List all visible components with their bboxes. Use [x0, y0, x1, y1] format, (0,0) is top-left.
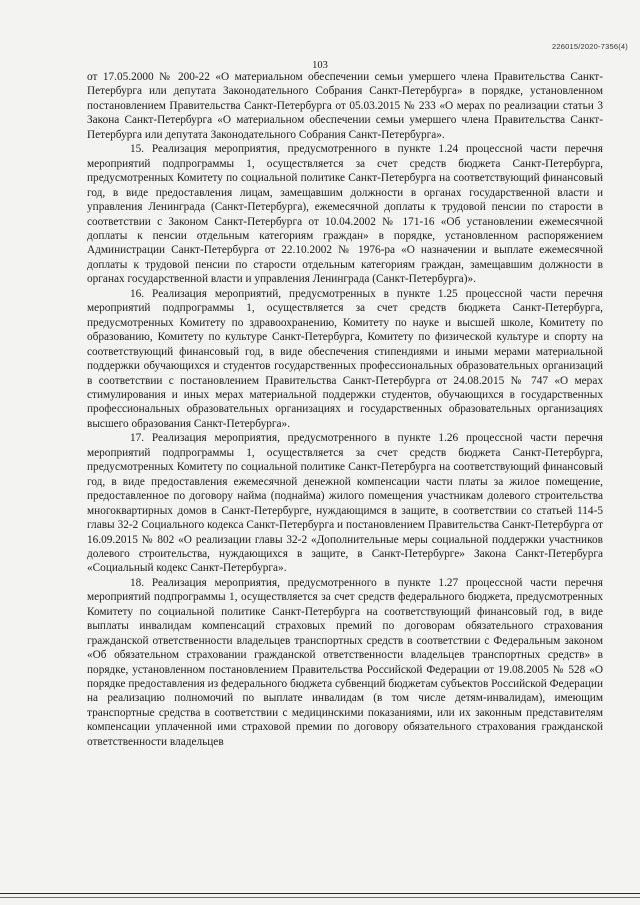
page-number: 103 [312, 60, 328, 71]
document-body [87, 70, 603, 749]
paragraph-18: 18. Реализация мероприятия, предусмотренного в пункте 1.27 процессной части перечня мероприятий подпрограммы 1, осуществляется за счет средств федерального бюджета, предусмотренных Комитету по социальной политике Санкт-Петербурга на соответствующий финансовый год, в виде выплаты инвалидам компенсаций страховых премий по договорам обязательного страхования гражданской ответственности владельцев транспортных средств в соответствии с Федеральным законом «Об обязательном страховании гражданской ответственности владельцев транспортных средств» в порядке, установленном постановлением Правительства Российской Федерации от 19.08.2005 № 528 «О порядке предоставления из федерального бюджета субвенций бюджетам субъектов Российской Федерации на реализацию полномочий по выплате инвалидам (в том числе детям-инвалидам), имеющим транспортные средства в соответствии с медицинскими показаниями, или их законным представителям компенсации уплаченной ими страховой премии по договору обязательного страхования гражданской ответственности владельцев [87, 576, 603, 748]
scan-edge-line [0, 893, 640, 894]
paragraph-17: 17. Реализация мероприятия, предусмотренного в пункте 1.26 процессной части перечня мероприятий подпрограммы 1, осуществляется за счет средств бюджета Санкт-Петербурга, предусмотренных Комитету по социальной политике Санкт-Петербурга на соответствующий финансовый год, в виде предоставления ежемесячной денежной компенсации части платы за жилое помещение, предоставленное по договору найма (поднайма) жилого помещения участникам долевого строительства многоквартирных домов в Санкт-Петербурге, нуждающимся в защите, в соответствии со статьей 114-5 главы 32-2 Социального кодекса Санкт-Петербурга и постановлением Правительства Санкт-Петербурга от 16.09.2015 № 802 «О реализации главы 32-2 «Дополнительные меры социальной поддержки участников долевого строительства, нуждающихся в защите, в Санкт-Петербурге» Закона Санкт-Петербурга «Социальный кодекс Санкт-Петербурга». [87, 432, 603, 575]
scan-edge-line-secondary [0, 897, 640, 898]
paragraph-continuation: от 17.05.2000 № 200-22 «О материальном обеспечении семьи умершего члена Правительства Санкт-Петербурга или депутата Законодательного Собрания Санкт-Петербурга» в порядке, установленном постановлением Правительства Санкт-Петербурга от 05.03.2015 № 233 «О мерах по реализации статьи 3 Закона Санкт-Петербурга «О материальном обеспечении семьи умершего члена Правительства Санкт-Петербурга или депутата Законодательного Собрания Санкт-Петербурга». [87, 71, 603, 141]
paragraph-15: 15. Реализация мероприятия, предусмотренного в пункте 1.24 процессной части перечня мероприятий подпрограммы 1, осуществляется за счет средств бюджета Санкт-Петербурга, предусмотренных Комитету по социальной политике Санкт-Петербурга на соответствующий финансовый год, в виде предоставления лицам, замещавшим должности в органах государственной власти и управления Ленинграда (Санкт-Петербурга), ежемесячной доплаты к трудовой пенсии по старости в соответствии с Законом Санкт-Петербурга от 10.04.2002 № 171-16 «Об установлении ежемесячной доплаты к пенсии отдельным категориям граждан» в порядке, установленном распоряжением Администрации Санкт-Петербурга от 22.10.2002 № 1976-ра «О назначении и выплате ежемесячной доплаты к трудовой пенсии по старости отдельным категориям граждан, замещавшим должности в органах государственной власти и управления Ленинграда (Санкт-Петербурга)». [87, 143, 603, 286]
document-id: 226015/2020-7356(4) [552, 42, 628, 51]
paragraph-16: 16. Реализация мероприятий, предусмотренных в пункте 1.25 процессной части перечня мероприятий подпрограммы 1, осуществляется за счет средств бюджета Санкт-Петербурга, предусмотренных Комитету по здравоохранению, Комитету по науке и высшей школе, Комитету по образованию, Комитету по культуре Санкт-Петербурга, Комитету по физической культуре и спорту на соответствующий финансовый год, в виде обеспечения стипендиями и иными мерами материальной поддержки обучающихся и студентов государственных профессиональных образовательных организаций в соответствии с постановлением Правительства Санкт-Петербурга от 24.08.2015 № 747 «О мерах стимулирования и иных мерах материальной поддержки студентов, обучающихся в государственных профессиональных образовательных организациях и государственных образовательных организациях высшего образования Санкт-Петербурга». [87, 287, 603, 430]
